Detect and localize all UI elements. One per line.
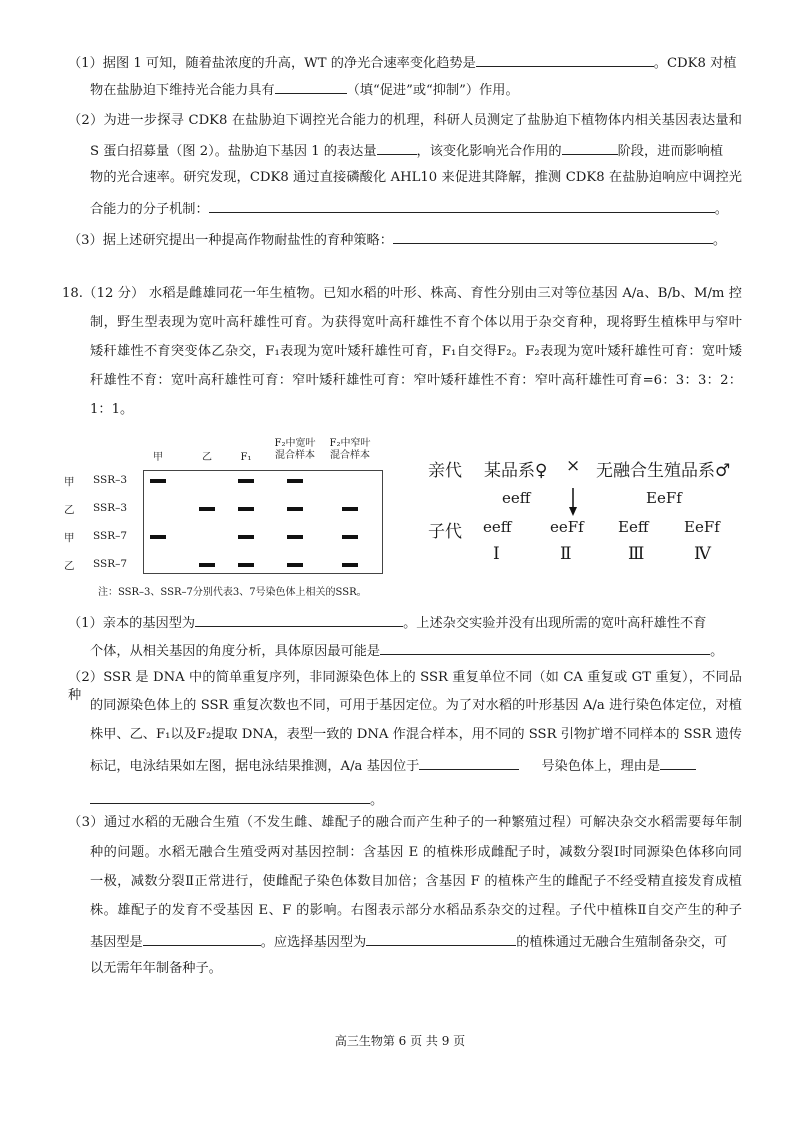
answer-blank[interactable] [275,79,347,94]
gel-column-header: F₂中窄叶 混合样本 [329,438,371,461]
q18-3-line3: 一极，减数分裂Ⅱ正常进行，使雌配子染色体数目加倍；含基因 F 的植株产生的雌配子不经受精直接发育成植 [90,874,742,889]
offspring-number: Ⅱ [560,544,572,564]
text: 阶段，进而影响植 [617,144,724,159]
arrow-down-icon [565,488,581,518]
q18-intro-line5: 1：1。 [90,402,134,417]
female-line: 某品系♀ [484,461,548,481]
text: 。 [714,202,728,217]
answer-blank[interactable] [393,229,713,244]
gel-band [342,507,358,511]
gel-row-marker: SSR–3 [93,502,128,514]
gel-band [238,563,254,567]
gel-row-marker: SSR–3 [93,474,128,486]
q18-intro-line2: 制，野生型表现为宽叶高秆雄性可育。为获得宽叶高秆雄性不育个体以用于杂交育种，现将野生植株甲与窄叶 [90,315,742,330]
text: 。 [710,644,724,659]
gel-band [199,563,215,567]
gel-column-header: 乙 [202,452,212,463]
answer-blank[interactable] [90,789,370,804]
gel-row-marker: SSR–7 [93,530,128,542]
gel-band [342,535,358,539]
q18-intro-line1: 18.（12 分） 水稻是雌雄同花一年生植物。已知水稻的叶形、株高、育性分别由三对等位基因 A/a、B/b、M/m 控 [62,286,742,301]
q18-intro-line3: 矮秆雄性不育突变体乙杂交，F₁表现为宽叶矮秆雄性可育，F₁自交得F₂。F₂表现为宽叶矮秆雄性可育：宽叶矮 [90,344,742,359]
text: （填“促进”或“抑制”）作用。 [346,83,519,98]
gel-band [150,535,166,539]
gel-band [238,479,254,483]
female-genotype: eeff [502,489,531,507]
text: 。CDK8 对植 [653,56,737,71]
text: 。上述杂交实验并没有出现所需的宽叶高秆雄性不育 [403,616,707,631]
gel-band [287,563,303,567]
gel-band [287,479,303,483]
answer-blank[interactable] [419,755,519,770]
answer-blank[interactable] [380,640,710,655]
answer-blank[interactable] [476,52,654,67]
offspring-genotype: eeff [483,518,512,536]
offspring-generation-label: 子代 [428,522,462,542]
answer-blank[interactable] [562,140,618,155]
q17-2-line4 [90,198,742,219]
male-genotype: EeFf [646,489,682,507]
gel-band [287,535,303,539]
gel-frame [143,470,383,574]
q18-3-line6: 以无需年年制备种子。 [90,961,222,976]
offspring-number: Ⅲ [628,544,645,564]
gel-band [150,479,166,483]
cross-sign: × [566,456,581,476]
gel-row-parent: 乙 [64,504,75,516]
q18-intro-line4: 秆雄性不育：宽叶高秆雄性可育：窄叶矮秆雄性可育：窄叶矮秆雄性不育：窄叶高秆雄性可育=6：3：3：2： [90,373,742,388]
text: 合能力的分子机制： [90,202,209,217]
q18-2-line3: 株甲、乙、F₁以及F₂提取 DNA，表型一致的 DNA 作混合样本，用不同的 SSR 引物扩增不同样本的 SSR 遗传 [90,727,742,742]
answer-blank[interactable] [660,755,696,770]
male-line: 无融合生殖品系♂ [596,461,731,481]
answer-blank[interactable] [195,612,403,627]
gel-band [238,535,254,539]
q18-2-line4 [90,755,742,776]
text: （1）亲本的基因型为 [68,616,196,631]
q17-2-line3: 物的光合速率。研究发现，CDK8 通过直接磷酸化 AHL10 来促进其降解，推测 CDK8 在盐胁迫响应中调控光 [90,170,742,185]
text: S 蛋白招募量（图 2）。盐胁迫下基因 1 的表达量 [90,144,377,159]
answer-blank[interactable] [366,931,516,946]
q17-2-line2 [90,140,742,161]
gel-band [238,507,254,511]
page-footer: 高三生物第 6 页 共 9 页 [334,1034,466,1048]
offspring-number: Ⅳ [694,544,711,564]
answer-blank[interactable] [209,198,715,213]
offspring-number: Ⅰ [493,544,500,564]
text: 标记，电泳结果如左图，据电泳结果推测，A/a 基因位于 [90,759,420,774]
text: 基因型是 [90,935,143,950]
text: ，该变化影响光合作用的 [416,144,562,159]
gel-row-parent: 甲 [64,476,75,488]
q18-3-line2: 种的问题。水稻无融合生殖受两对基因控制：含基因 E 的植株形成雌配子时，减数分裂Ⅰ时同源染色体移向同 [90,845,742,860]
gel-band [199,507,215,511]
gel-band [287,507,303,511]
answer-blank[interactable] [377,140,417,155]
gel-row-parent: 甲 [64,532,75,544]
text: 号染色体上，理由是 [541,759,661,774]
text: 。应选择基因型为 [260,935,367,950]
text: （1）据图 1 可知，随着盐浓度的升高，WT 的净光合速率变化趋势是 [68,56,476,71]
q18-2-line5 [90,789,742,810]
offspring-genotype: EeFf [684,518,720,536]
text: （3）据上述研究提出一种提高作物耐盐性的育种策略： [68,233,393,248]
q18-3-line4: 株。雄配子的发育不受基因 E、F 的影响。右图表示部分水稻品系杂交的过程。子代中植株Ⅱ自交产生的种子 [90,903,742,918]
q17-1-line2 [90,79,742,100]
gel-column-header: 甲 [153,452,163,463]
gel-column-header: F₂中宽叶 混合样本 [274,438,316,461]
q18-3-line1: （3）通过水稻的无融合生殖（不发生雌、雄配子的融合而产生种子的一种繁殖过程）可解决杂交水稻需要每年制 [68,815,742,830]
gel-band [342,563,358,567]
q18-3-line5 [90,931,742,952]
q17-2-line1: （2）为进一步探寻 CDK8 在盐胁迫下调控光合能力的机理，科研人员测定了盐胁迫下植物体内相关基因表达量和 [68,113,742,128]
text: 物在盐胁迫下维持光合能力具有 [90,83,275,98]
q18-1-line1 [68,612,742,633]
gel-row-parent: 乙 [64,560,75,572]
gel-row-marker: SSR–7 [93,558,128,570]
q18-1-line2 [90,640,742,661]
parent-generation-label: 亲代 [428,461,462,481]
answer-blank[interactable] [143,931,261,946]
offspring-genotype: Eeff [618,518,649,536]
text: 的植株通过无融合生殖制备杂交，可 [516,935,728,950]
offspring-genotype: eeFf [550,518,584,536]
q18-2-line2: 的同源染色体上的 SSR 重复次数也不同，可用于基因定位。为了对水稻的叶形基因 A/a 进行染色体定位，对植 [90,698,742,713]
q17-1-line1 [68,52,742,73]
q18-2-line1: （2）SSR 是 DNA 中的简单重复序列，非同源染色体上的 SSR 重复单位不同（如 CA 重复或 GT 重复），不同品种 [68,670,742,703]
text: 个体，从相关基因的角度分析，具体原因最可能是 [90,644,381,659]
gel-column-header: F₁ [240,452,252,463]
text: 。 [712,233,727,248]
gel-note: 注：SSR–3、SSR–7分别代表3、7号染色体上相关的SSR。 [98,587,367,598]
text: 。 [370,793,384,808]
q17-3-line1 [68,229,742,250]
